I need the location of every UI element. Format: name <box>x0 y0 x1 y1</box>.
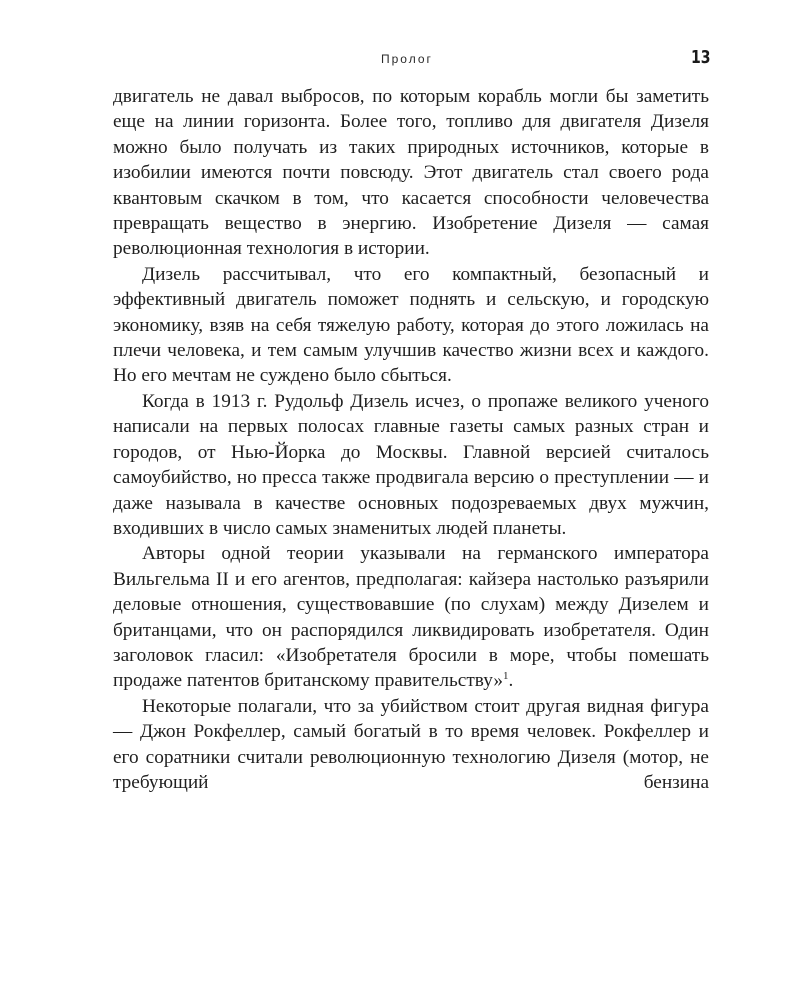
paragraph-4-end: . <box>508 670 514 692</box>
page-number: 13 <box>691 47 711 68</box>
running-head <box>0 47 800 70</box>
section-title: Пролог <box>381 52 433 66</box>
footnote-reference[interactable]: 1 <box>503 670 509 683</box>
paragraph-5: Некоторые полагали, что за убийством стоит другая видная фигура — Джон Рокфеллер, самый богатый в то время человек. Рокфеллер и его соратники считали революционную технологию Дизеля (мотор, не требующий бензина <box>113 695 709 793</box>
body-text <box>113 84 709 795</box>
paragraph-2: Дизель рассчитывал, что его компактный, безопасный и эффективный двигатель поможет поднять и сельскую, и городскую экономику, взяв на себя тяжелую работу, которая до этого ложилась на плечи человека, и тем самым улучшив качество жизни всех и каждого. Но его мечтам не суждено было сбыться. <box>113 263 709 387</box>
paragraph-1: двигатель не давал выбросов, по которым корабль могли бы заметить еще на линии горизонта. Более того, топливо для двигателя Дизеля можно было получать из таких природных источников, которые в изобилии имеются почти повсюду. Этот двигатель стал своего рода квантовым скачком в том, что касается способности человечества превращать вещество в энергию. Изобретение Дизеля — самая революционная технология в истории. <box>113 86 709 260</box>
paragraph-4 <box>113 541 709 693</box>
paragraph-3: Когда в 1913 г. Рудольф Дизель исчез, о пропаже великого ученого написали на первых полосах главные газеты самых разных стран и городов, от Нью-Йорка до Москвы. Главной версией считалось самоубийство, но пресса также продвигала версию о преступлении — и даже называла в качестве основных подозреваемых двух мужчин, входивших в число самых знаменитых людей планеты. <box>113 390 709 539</box>
paragraph-4-text: Авторы одной теории указывали на германского императора Вильгельма II и его агентов, предполагая: кайзера настолько разъярили деловые отношения, существовавшие (по слухам) между Дизелем и британцами, что он распорядился ликвидировать изобретателя. Один заголовок гласил: «Изобретателя бросили в море, чтобы помешать продаже патентов британскому правительству» <box>113 543 709 692</box>
